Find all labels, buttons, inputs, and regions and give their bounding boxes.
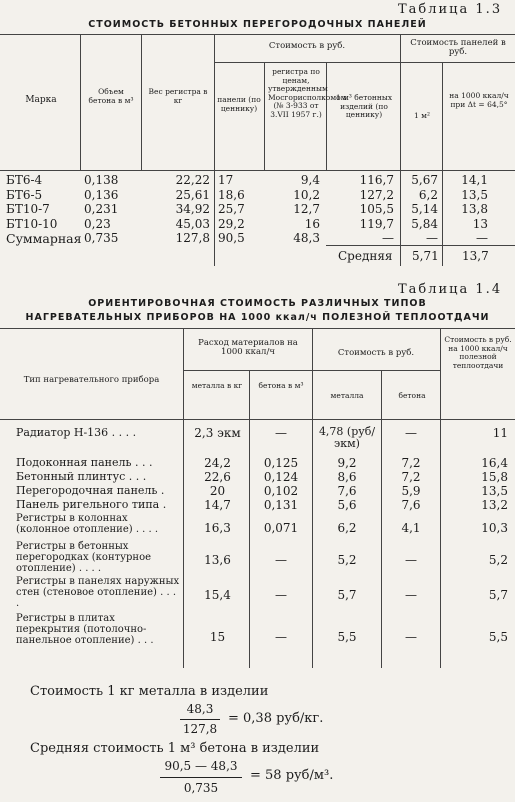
table-cell: 11	[492, 426, 508, 440]
t1-vline	[141, 34, 142, 170]
table-row-type: Регистры в колоннах (колонное отопление) . . . .	[16, 513, 159, 535]
formula2-denominator: 0,735	[183, 781, 219, 795]
table-cell: 0,136	[84, 187, 119, 202]
table-cell: —	[476, 231, 488, 245]
table-cell: —	[405, 553, 417, 567]
t1-subhead-rule	[214, 62, 515, 63]
table2-title-line2: НАГРЕВАТЕЛЬНЫХ ПРИБОРОВ НА 1000 ккал/ч ПОЛЕЗНОЙ ТЕПЛООТДАЧИ	[25, 312, 490, 323]
table-cell: —	[405, 630, 417, 644]
table-cell: 29,2	[218, 216, 245, 231]
table1-head-rule	[0, 170, 515, 171]
table-cell: —	[275, 588, 287, 602]
t2-head-total: Стоимость в руб. на 1000 ккал/ч полезной теплоотдачи	[444, 335, 512, 370]
t1-vline	[264, 62, 265, 170]
t1-head-panel-cost: панели (по ценнику)	[217, 95, 261, 113]
t1-avg-1000: 13,7	[462, 249, 489, 263]
table-cell: 5,5	[488, 630, 508, 644]
table-cell: 48,3	[293, 231, 320, 245]
table-row-mark: Суммарная	[6, 231, 82, 246]
table-row-type: Регистры в бетонных перегородках (контурное отопление) . . . .	[16, 541, 152, 574]
table-cell: 4,78 (руб/экм)	[318, 425, 376, 450]
table-cell: 0,124	[263, 470, 299, 484]
table-cell: —	[275, 426, 287, 440]
t1-head-volume: Объем бетона в м³	[88, 87, 134, 105]
t1-vline	[442, 62, 443, 266]
formula2-fraction-bar	[160, 777, 242, 778]
table-cell: 5,2	[337, 553, 357, 567]
t2-head-metal: металла в кг	[191, 381, 243, 390]
table-cell: 17	[218, 173, 234, 187]
table-cell: 45,03	[175, 216, 210, 231]
table-cell: 119,7	[359, 216, 394, 231]
formula1-result: = 0,38 руб/кг.	[228, 711, 324, 726]
table-cell: 0,735	[84, 231, 119, 245]
table-cell: 20	[209, 484, 226, 498]
t1-head-panels-group: Стоимость панелей в руб.	[410, 38, 506, 57]
t2-vline	[440, 328, 441, 668]
t1-vline	[214, 34, 215, 266]
table-cell: 13,5	[481, 484, 508, 498]
t2-vline	[381, 370, 382, 668]
table-row-mark: БТ6-4	[6, 173, 43, 187]
t2-head-cost-metal: металла	[330, 391, 364, 400]
table-row-type: Регистры в плитах перекрытия (потолочно-панельное отопление) . . .	[16, 613, 154, 646]
table-cell: —	[382, 231, 394, 245]
table-cell: 13	[472, 216, 488, 231]
table-cell: 5,6	[337, 498, 357, 512]
table2-top-rule	[0, 328, 515, 329]
table-cell: 13,8	[461, 202, 488, 216]
formula1-text: Стоимость 1 кг металла в изделии	[30, 684, 269, 699]
formula2-text: Средняя стоимость 1 м³ бетона в изделии	[30, 741, 320, 756]
table-cell: 10,3	[481, 521, 508, 535]
table-cell: —	[405, 426, 417, 440]
table-row-type: Панель ригельного типа .	[16, 498, 167, 511]
table-row-mark: БТ10-10	[6, 216, 58, 231]
table-cell: 8,6	[337, 470, 357, 484]
t1-avg-label: Средняя	[338, 249, 393, 263]
table-row-mark: БТ10-7	[6, 202, 50, 216]
table-cell: 0,071	[263, 521, 299, 535]
table-cell: 7,2	[401, 470, 421, 484]
table-cell: 5,67	[411, 173, 438, 187]
t1-head-mark: Марка	[25, 95, 57, 105]
table-cell: 127,8	[175, 231, 210, 245]
table-cell: 5,7	[337, 588, 357, 602]
table-cell: 12,7	[293, 202, 320, 216]
t2-head-cost-concrete: бетона	[398, 391, 426, 400]
table-row-type: Регистры в панелях наружных стен (стеновое отопление) . . . .	[16, 576, 180, 609]
table-cell: —	[426, 231, 438, 245]
t2-head-concrete: бетона в м³	[258, 381, 304, 390]
formula1-fraction-bar	[180, 719, 220, 720]
t1-vline	[326, 62, 327, 170]
table-cell: —	[275, 630, 287, 644]
table-cell: 14,7	[204, 498, 231, 512]
table-cell: 105,5	[359, 202, 394, 216]
t1-head-register-cost: регистра по ценам, утвержденным Мосгорисполкомом (№ 3-933 от 3.VII 1957 г.)	[268, 67, 347, 119]
t2-head-material-group: Расход материалов на 1000 ккал/ч	[198, 338, 298, 357]
table-cell: 25,7	[218, 202, 245, 216]
table-cell: 16	[304, 216, 320, 231]
table-row-mark: БТ6-5	[6, 187, 43, 202]
table-cell: 10,2	[293, 187, 320, 202]
table-cell: 15,8	[481, 470, 508, 484]
formula1-denominator: 127,8	[182, 722, 218, 736]
table-cell: 24,2	[204, 456, 231, 470]
table-cell: 6,2	[418, 187, 438, 202]
table-cell: 6,2	[337, 521, 357, 535]
table1-top-rule	[0, 34, 515, 35]
t2-vline	[312, 328, 313, 668]
table-cell: 9,2	[337, 456, 357, 470]
t2-vline	[249, 370, 250, 668]
t1-head-cost-group: Стоимость в руб.	[268, 41, 346, 51]
table-row-type: Бетонный плинтус . . .	[16, 470, 147, 483]
table-cell: 4,1	[401, 521, 421, 535]
table-cell: 9,4	[300, 173, 320, 187]
formula2-numerator: 90,5 — 48,3	[164, 759, 238, 773]
table-cell: 7,6	[401, 498, 421, 512]
formula2-result: = 58 руб/м³.	[250, 768, 334, 783]
table-row-type: Подоконная панель . . .	[16, 456, 153, 469]
table-cell: 5,9	[401, 484, 421, 498]
table-row-type: Радиатор Н-136 . . . .	[16, 426, 137, 439]
table1-label: Таблица 1.3	[398, 2, 503, 17]
t1-vline	[400, 34, 401, 266]
table-cell: 5,84	[411, 216, 438, 231]
table-cell: —	[405, 588, 417, 602]
table2-head-rule	[0, 419, 515, 420]
t1-head-weight: Вес регистра в кг	[148, 87, 208, 105]
t2-head-cost-group: Стоимость в руб.	[337, 348, 415, 358]
table-row-type: Перегородочная панель .	[16, 484, 165, 497]
table-cell: 18,6	[218, 187, 245, 202]
table-cell: 90,5	[218, 231, 245, 245]
table-cell: 15	[209, 630, 226, 644]
table-cell: 25,61	[175, 187, 210, 202]
table-cell: 7,2	[401, 456, 421, 470]
table-cell: 127,2	[359, 187, 394, 202]
table-cell: 0,131	[263, 498, 299, 512]
table-cell: 13,5	[461, 187, 488, 202]
table-cell: 0,102	[263, 484, 299, 498]
t1-avg-m2: 5,71	[412, 249, 439, 263]
table-cell: 0,125	[263, 456, 299, 470]
t1-head-concrete-cost: 1 м³ бетонных изделий (по ценнику)	[335, 93, 393, 119]
table-cell: 22,22	[175, 173, 210, 187]
table-cell: 22,6	[204, 470, 231, 484]
table2-label: Таблица 1.4	[398, 282, 503, 297]
table-cell: 5,7	[488, 588, 508, 602]
table-cell: 0,231	[84, 202, 119, 216]
table-cell: 0,23	[84, 216, 111, 231]
table-cell: 34,92	[175, 202, 210, 216]
table-cell: 16,3	[204, 521, 231, 535]
t1-head-per-m2: 1 м²	[414, 111, 430, 120]
t1-avg-rule	[326, 245, 515, 246]
table-cell: 13,6	[204, 553, 231, 567]
formula1-numerator: 48,3	[186, 702, 214, 716]
t2-vline	[183, 328, 184, 668]
table-cell: 2,3 экм	[194, 426, 241, 440]
table-cell: 15,4	[204, 588, 231, 602]
table-cell: 14,1	[461, 173, 488, 187]
table-cell: 5,5	[337, 630, 357, 644]
table-cell: 13,2	[481, 498, 508, 512]
table-cell: —	[275, 553, 287, 567]
table-cell: 0,138	[84, 173, 119, 187]
t2-head-type: Тип нагревательного прибора	[23, 375, 160, 385]
table1-title: СТОИМОСТЬ БЕТОННЫХ ПЕРЕГОРОДОЧНЫХ ПАНЕЛЕЙ	[88, 19, 427, 30]
table-cell: 5,2	[488, 553, 508, 567]
table2-title-line1: ОРИЕНТИРОВОЧНАЯ СТОИМОСТЬ РАЗЛИЧНЫХ ТИПОВ	[88, 298, 427, 309]
table-cell: 16,4	[481, 456, 508, 470]
table-cell: 7,6	[337, 484, 357, 498]
t1-vline	[80, 34, 81, 170]
t1-head-per-1000: на 1000 ккал/ч при Δt = 64,5°	[449, 91, 509, 109]
table-cell: 5,14	[411, 202, 438, 216]
table-cell: 116,7	[359, 173, 394, 187]
t2-subhead-rule	[183, 370, 440, 371]
